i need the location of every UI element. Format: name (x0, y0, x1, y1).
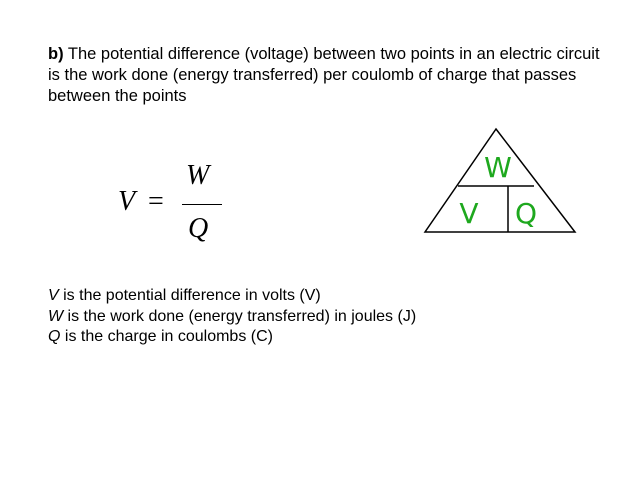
legend-description: is the work done (energy transferred) in joules (J) (63, 307, 417, 325)
legend-row-q (48, 327, 416, 348)
triangle-letter-q: Q (514, 197, 538, 230)
fraction-bar (182, 204, 222, 205)
definition-text: The potential difference (voltage) between two points in an electric circuit is the work done (energy transferred) per coulomb of charge that passes between the points (48, 45, 600, 105)
triangle-letter-v: V (459, 197, 479, 230)
equation-numerator: W (186, 160, 210, 191)
legend-symbol: Q (48, 328, 61, 345)
legend-description: is the charge in coulombs (C) (60, 328, 273, 345)
formula-triangle (420, 126, 580, 236)
voltage-equation (118, 160, 228, 250)
legend-row-v (48, 286, 416, 307)
equation-lhs: V (118, 186, 136, 217)
legend-symbol: W (48, 307, 64, 325)
equals-sign: = (148, 186, 164, 217)
triangle-letter-w: W (484, 151, 512, 184)
legend-row-w (48, 307, 416, 328)
variable-legend (48, 286, 416, 348)
legend-symbol: V (48, 287, 59, 304)
equation-denominator: Q (188, 213, 209, 244)
definition-paragraph (48, 44, 608, 107)
legend-description: is the potential difference in volts (V) (58, 287, 321, 304)
part-label: b) (48, 45, 64, 63)
